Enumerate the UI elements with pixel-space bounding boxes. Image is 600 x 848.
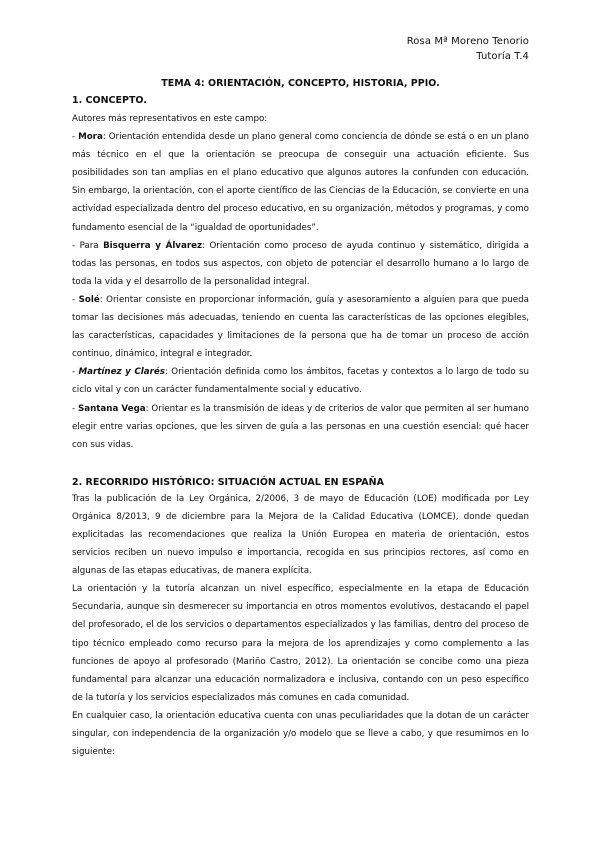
entry-separator: : — [164, 367, 172, 378]
definition-entry-mora — [72, 128, 529, 237]
definition-entry-martinez — [72, 363, 529, 399]
entry-prefix: - — [72, 294, 79, 305]
document-page — [72, 34, 529, 761]
entry-text: Orientar es la transmisión de ideas y de criterios de valor que permiten al ser humano elegir entre varias opciones, que les sirven de guía a las personas en una cuestión esencial: qué hacer con sus vidas. — [72, 403, 529, 450]
body-paragraph: La orientación y la tutoría alcanzan un nivel específico, especialmente en la etapa de Educación Secundaria, aunque sin desmerecer su importancia en otros momentos evolutivos, destacando el papel del profesorado, el de los servicios o departamentos especializados y las familias, dentro del proceso de tipo técnico empleado como recurso para la mejora de los aprendizajes y como complemento a las funciones de apoyo al profesorado (Mariño Castro, 2012). La orientación se concibe como una pieza fundamental para alcanzar una educación normalizadora e inclusiva, contando con un peso específico de la tutoría y los servicios especializados más comunes en cada comunidad. — [72, 584, 529, 703]
definition-entry-bisquerra — [72, 237, 529, 291]
entry-prefix: - — [72, 367, 79, 378]
section-heading-historia: 2. RECORRIDO HISTÓRICO: SITUACIÓN ACTUAL EN ESPAÑA — [72, 476, 384, 488]
header-author: Rosa Mª Moreno Tenorio — [406, 36, 529, 47]
entry-prefix: - Para — [72, 240, 104, 251]
header-subtitle: Tutoría T.4 — [476, 51, 529, 62]
entry-separator: : — [202, 240, 210, 251]
entry-text: Orientar consiste en proporcionar información, guía y asesoramiento a alguien para que pueda tomar las decisiones más adecuadas, teniendo en cuenta las características de las opciones elegibles, las características, capacidades y limitaciones de la persona que ha de tomar un proceso de acción continuo, dinámico, integral e integrador. — [72, 294, 529, 360]
entry-separator: : — [102, 132, 109, 143]
body-paragraph: Tras la publicación de la Ley Orgánica, 2/2006, 3 de mayo de Educación (LOE) modificada por Ley Orgánica 8/2013, 9 de diciembre para la Mejora de la Calidad Educativa (LOMCE), donde quedan explicitadas las recomendaciones que realiza la Unión Europea en materia de orientación, estos servicios reciben un nuevo impulso e importancia, recogida en sus principios rectores, así como en algunas de las etapas educativas, de manera explícita. — [72, 493, 529, 577]
section-heading-concepto: 1. CONCEPTO. — [72, 95, 147, 106]
entry-author: Solé — [78, 294, 100, 305]
definition-entry-sole — [72, 291, 529, 363]
entry-text: Orientación definida como los ámbitos, facetas y contextos a lo largo de todo su ciclo vital y con un carácter fundamentalmente social y educativo. — [72, 367, 529, 396]
page-header — [72, 34, 529, 64]
entry-author: Martínez y Clarés — [78, 367, 165, 378]
entry-text: Orientación como proceso de ayuda continuo y sistemático, dirigida a todas las personas, en todos sus aspectos, con objeto de potenciar el desarrollo humano a lo largo de toda la vida y el desarrollo de la personalidad integral. — [72, 240, 529, 287]
entry-text: Orientación entendida desde un plano general como conciencia de dónde se está o en un plano más técnico en el que la orientación se preocupa de conseguir una actuación eficiente. Sus posibilidades son tan amplias en el plano educativo que algunos autores la confunden con educación. Sin embargo, la orientación, con el aporte científico de las Ciencias de la Educación, se convierte en una actividad especializada dentro del proceso educativo, en su organización, métodos y programas, y como fundamento esencial de la “igualdad de oportunidades”. — [72, 132, 529, 233]
entry-author: Mora — [78, 132, 103, 143]
entry-prefix: - — [72, 403, 78, 414]
entry-separator: : — [99, 294, 107, 305]
body-paragraph: En cualquier caso, la orientación educativa cuenta con unas peculiaridades que la dotan de un carácter singular, con independencia de la organización y/o modelo que se lleve a cabo, y que resumimos en lo siguiente: — [72, 710, 529, 758]
entry-prefix: - — [72, 132, 79, 143]
entry-author: Santana Vega — [77, 403, 146, 414]
definition-entry-santana — [72, 400, 529, 454]
document-title: TEMA 4: ORIENTACIÓN, CONCEPTO, HISTORIA, PPIO. — [161, 78, 440, 89]
section-intro: Autores más representativos en este campo: — [72, 114, 268, 124]
entry-separator: : — [145, 403, 152, 414]
entry-author: Bisquerra y Álvarez — [103, 240, 203, 251]
